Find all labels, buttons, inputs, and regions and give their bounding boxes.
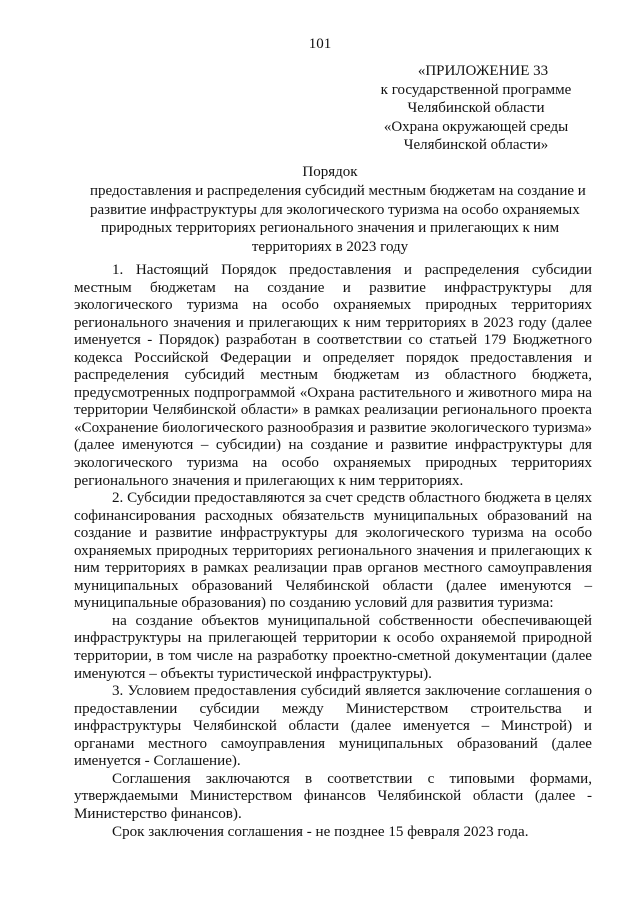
title-line: Порядок	[302, 164, 358, 180]
appendix-line: «Охрана окружающей среды	[383, 118, 569, 135]
document-title	[90, 163, 586, 257]
paragraph-3: 3. Условием предоставления субсидий является заключение соглашения о предоставлении субсидии между Министерством строительства и инфраструктуры Челябинской области (далее именуется – Минстрой) и органами местного самоуправления муниципальных образований (далее именуется - Соглашение).	[74, 683, 592, 770]
page-number: 101	[308, 36, 332, 52]
appendix-line: Челябинской области»	[403, 137, 549, 153]
paragraph-2: 2. Субсидии предоставляются за счет средств областного бюджета в целях софинансирования расходных обязательств муниципальных образований на создание и развитие инфраструктуры для экологического туризма на особо охраняемых природных территориях регионального значения и прилегающих к ним территориях в рамках реализации прав органов местного самоуправления муниципальных образований Челябинской области (далее именуются – муниципальные образования) по созданию условий для развития туризма:	[74, 490, 592, 612]
paragraph-2-item: на создание объектов муниципальной собственности обеспечивающей инфраструктуры на прилегающей территории к особо охраняемой природной территории, в том числе на разработку проектно-сметной документации (далее именуются – объекты туристической инфраструктуры).	[74, 612, 592, 682]
title-line: территориях в 2023 году	[251, 239, 409, 256]
appendix-header	[360, 62, 592, 155]
title-line: развитие инфраструктуры для экологического туризма на особо охраняемых	[90, 201, 580, 218]
appendix-line: Челябинской области	[407, 100, 545, 116]
paragraph-1: 1. Настоящий Порядок предоставления и распределения субсидии местным бюджетам на создание и развитие инфраструктуры для экологического туризма на особо охраняемых природных территориях регионального значения и прилегающих к ним территориях в 2023 году (далее именуется - Порядок) разработан в соответствии со статьей 179 Бюджетного кодекса Российской Федерации и определяет порядок предоставления и распределения субсидий местным бюджетам из областного бюджета, предусмотренных подпрограммой «Охрана растительного и животного мира на территории Челябинской области» в рамках реализации регионального проекта «Сохранение биологического разнообразия и развитие экологического туризма» (далее именуются – субсидии) на создание и развитие инфраструктуры для экологического туризма на особо охраняемых природных территориях регионального значения и прилегающих к ним территориях.	[74, 262, 592, 489]
paragraph-3-agreements: Соглашения заключаются в соответствии с типовыми формами, утверждаемыми Министерством финансов Челябинской области (далее - Министерство финансов).	[74, 770, 592, 822]
document-body	[74, 262, 592, 841]
appendix-line: «ПРИЛОЖЕНИЕ 33	[417, 63, 549, 79]
title-line: предоставления и распределения субсидий местным бюджетам на создание и	[90, 182, 586, 199]
title-line: природных территориях регионального значения и прилегающих к ним	[100, 220, 560, 237]
paragraph-3-deadline: Срок заключения соглашения - не позднее 15 февраля 2023 года.	[112, 823, 529, 840]
appendix-line: к государственной программе	[380, 81, 572, 98]
